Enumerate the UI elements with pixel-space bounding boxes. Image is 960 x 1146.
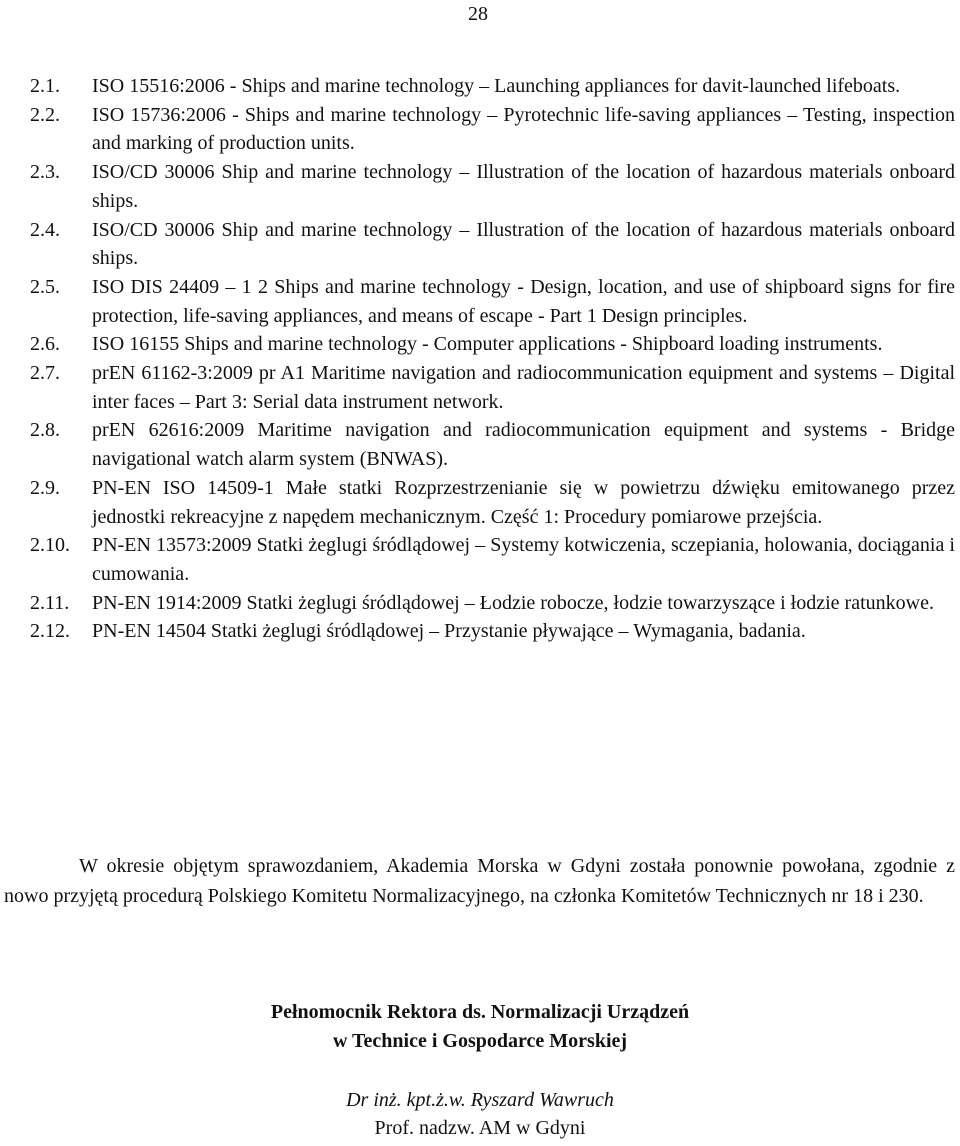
list-item (30, 416, 955, 473)
item-number: 2.1. (30, 75, 60, 97)
item-number: 2.8. (30, 419, 60, 442)
item-number: 2.9. (30, 476, 60, 499)
list-item (30, 359, 955, 416)
list-item (30, 72, 955, 101)
item-text: ISO 16155 Ships and marine technology - Computer applications - Shipboard loading instruments. (92, 333, 883, 356)
signature-title-line-1: Pełnomocnik Rektora ds. Normalizacji Urządzeń (270, 1001, 690, 1023)
list-item (30, 158, 955, 215)
item-text: ISO/CD 30006 Ship and marine technology – Illustration of the location of hazardous materials onboard ships. (92, 161, 955, 212)
item-number: 2.3. (30, 161, 60, 184)
list-item (30, 531, 955, 588)
body-paragraph: W okresie objętym sprawozdaniem, Akademia Morska w Gdyni została ponownie powołana, zgodnie z nowo przyjętą procedurą Polskiego Komitetu Normalizacyjnego, na członka Komitetów Technicznych nr 18 i 230. (4, 855, 955, 907)
item-number: 2.6. (30, 333, 60, 356)
item-text: PN-EN 14504 Statki żeglugi śródlądowej – Przystanie pływające – Wymagania, badania. (92, 620, 806, 643)
item-number: 2.11. (30, 591, 70, 614)
list-item (30, 330, 955, 359)
item-text: prEN 62616:2009 Maritime navigation and radiocommunication equipment and systems - Bridge navigational watch alarm system (BNWAS). (92, 419, 955, 471)
item-number: 2.7. (30, 362, 60, 385)
item-number: 2.12. (30, 620, 70, 643)
item-text: ISO DIS 24409 – 1 2 Ships and marine technology - Design, location, and use of shipboard signs for fire protection, life-saving appliances, and means of escape - Part 1 Design principles. (92, 275, 955, 327)
signature-block (0, 998, 960, 1142)
page-number: 28 (468, 3, 488, 25)
item-text: ISO/CD 30006 Ship and marine technology – Illustration of the location of hazardous materials onboard ships. (92, 218, 955, 270)
item-number: 2.10. (30, 534, 70, 557)
list-item (30, 273, 955, 330)
standards-list (30, 72, 955, 646)
list-item (30, 101, 955, 158)
list-item (30, 589, 955, 618)
item-text: PN-EN 13573:2009 Statki żeglugi śródlądowej – Systemy kotwiczenia, sczepiania, holowania, dociągania i cumowania. (92, 534, 955, 585)
item-text: PN-EN 1914:2009 Statki żeglugi śródlądowej – Łodzie robocze, łodzie towarzyszące i łodzie ratunkowe. (92, 591, 934, 614)
list-item (30, 474, 955, 531)
item-number: 2.2. (30, 103, 60, 126)
signatory-role: Prof. nadzw. AM w Gdyni (374, 1117, 586, 1139)
signature-title-line-2: w Technice i Gospodarce Morskiej (332, 1030, 628, 1052)
item-text: ISO 15736:2006 - Ships and marine technology – Pyrotechnic life-saving appliances – Testing, inspection and marking of production units. (92, 103, 955, 155)
list-item (30, 617, 955, 646)
item-number: 2.4. (30, 218, 60, 241)
item-text: ISO 15516:2006 - Ships and marine technology – Launching appliances for davit-launched lifeboats. (92, 75, 901, 97)
item-number: 2.5. (30, 275, 60, 298)
item-text: prEN 61162-3:2009 pr A1 Maritime navigation and radiocommunication equipment and systems – Digital inter faces – Part 3: Serial data instrument network. (92, 362, 955, 413)
list-item (30, 216, 955, 273)
item-text: PN-EN ISO 14509-1 Małe statki Rozprzestrzenianie się w powietrzu dźwięku emitowanego przez jednostki rekreacyjne z napędem mechanicznym. Część 1: Procedury pomiarowe przejścia. (92, 476, 955, 528)
signatory-name: Dr inż. kpt.ż.w. Ryszard Wawruch (346, 1089, 614, 1111)
